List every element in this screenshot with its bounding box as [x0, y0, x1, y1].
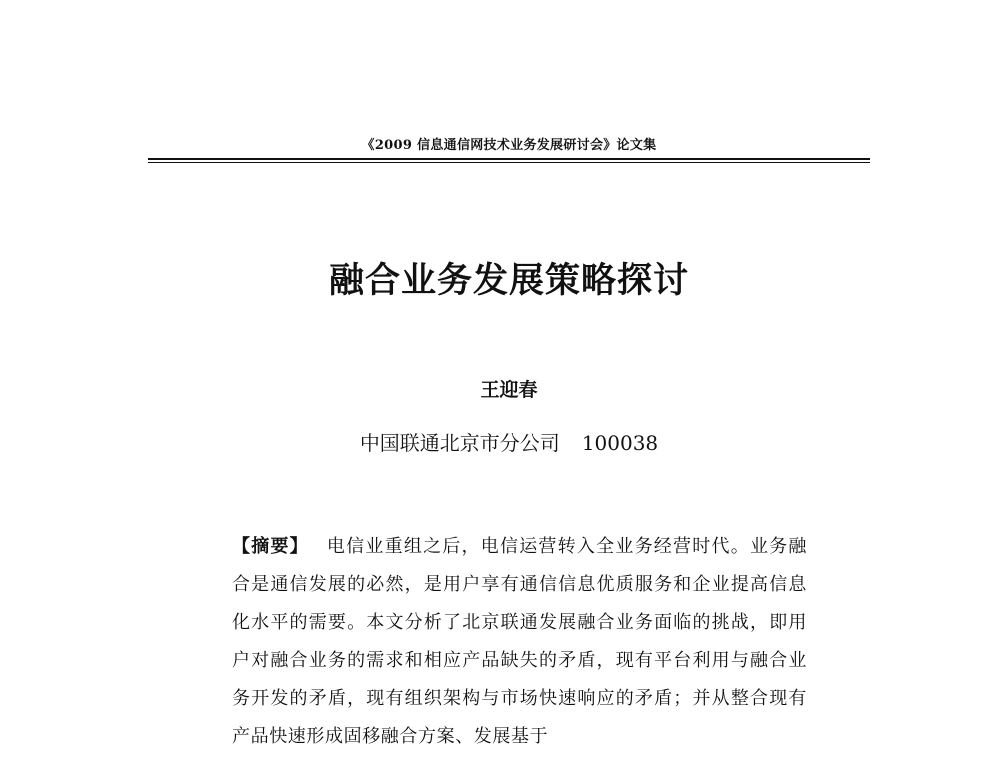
abstract-label: 【摘要】: [232, 536, 309, 557]
paper-title: 融合业务发展策略探讨: [328, 260, 689, 301]
affiliation-name: 中国联通北京市分公司: [359, 431, 560, 455]
abstract-paragraph: [232, 528, 807, 756]
header-rule-thin: [148, 162, 870, 163]
abstract-text: 电信业重组之后，电信运营转入全业务经营时代。业务融合是通信发展的必然，是用户享有通信信息优质服务和企业提高信息化水平的需要。本文分析了北京联通发展融合业务面临的挑战，即用户对融合业务的需求和相应产品缺失的矛盾，现有平台利用与融合业务开发的矛盾，现有组织架构与市场快速响应的矛盾；并从整合现有产品快速形成固移融合方案、发展基于: [232, 536, 807, 747]
author-name: 王迎春: [480, 379, 538, 401]
affiliation-line: [148, 428, 870, 458]
header-rule: [148, 158, 870, 160]
postcode: 100038: [581, 431, 659, 455]
running-header: 《2009 信息通信网技术业务发展研讨会》论文集: [361, 138, 657, 153]
